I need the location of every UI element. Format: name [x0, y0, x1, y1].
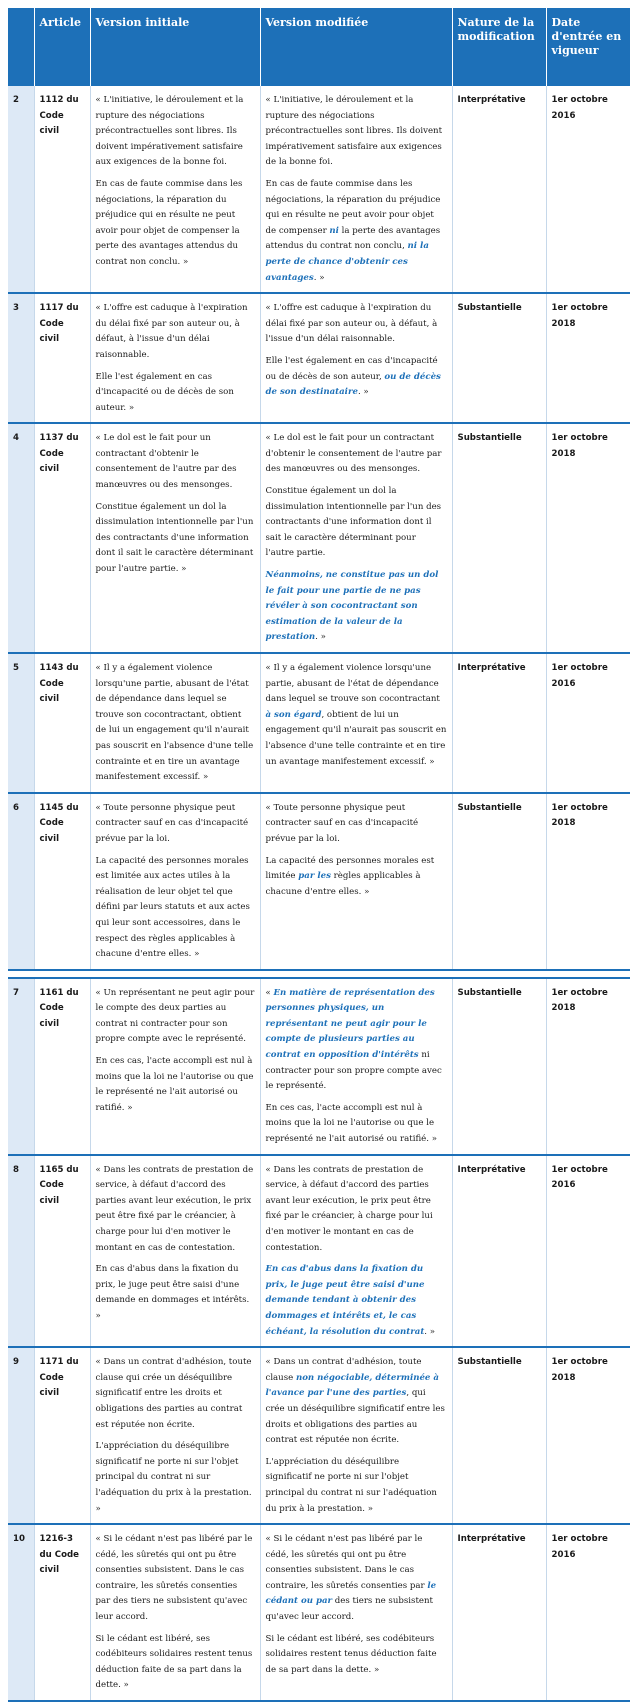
text-segment: La capacité des personnes morales est limitée aux actes utiles à la réalisation de leur objet tel que défini par leurs statuts et aux actes qui leur sont accessoires, dans le respect des règles applicables à chacune d'entre elles. »	[95, 855, 250, 960]
cell-modified-version	[260, 1347, 452, 1524]
text-segment: En cas d'abus dans la fixation du prix, le juge peut être saisi d'une demande en dommages et intérêts. »	[95, 1264, 250, 1321]
text-segment: « Le dol est le fait pour un contractant d'obtenir le consentement de l'autre par des manœuvres ou des mensonges.	[265, 433, 442, 475]
modified-text: non négociable, déterminée à l'avance par l'une des parties	[265, 1372, 439, 1399]
cell-article: 1145 du Code civil	[34, 793, 90, 970]
cell-nature: Interprétative	[452, 653, 546, 793]
cell-effective-date: 1er octobre 2018	[546, 793, 630, 970]
cell-effective-date: 1er octobre 2018	[546, 293, 630, 423]
cell-article: 1161 du Code civil	[34, 978, 90, 1155]
text-segment: La capacité des personnes morales est limitée	[265, 855, 435, 882]
text-segment: Elle l'est également en cas d'incapacité ou de décès de son auteur. »	[95, 371, 234, 413]
table-body	[8, 86, 630, 1701]
cell-initial-version	[90, 86, 260, 293]
header-article: Article	[34, 8, 90, 86]
text-segment: « L'offre est caduque à l'expiration du délai fixé par son auteur ou, à défaut, à l'issue d'un délai raisonnable.	[265, 303, 438, 345]
cell-number: 6	[8, 793, 34, 970]
text-segment: « Dans les contrats de prestation de service, à défaut d'accord des parties avant leur exécution, le prix peut être fixé par le créancier, à charge pour lui d'en motiver le montant en cas de contestation.	[265, 1164, 433, 1253]
text-segment: « Un représentant ne peut agir pour le compte des deux parties au contrat ni contracter pour son propre compte avec le représenté.	[95, 987, 255, 1045]
cell-initial-version	[90, 793, 260, 970]
modified-text: En cas d'abus dans la fixation du prix, le juge peut être saisi d'une demande tendant à obtenir des dommages et intérêts et, le cas échéant, la résolution du contrat	[265, 1264, 425, 1337]
modified-paragraph	[266, 661, 447, 770]
text-segment: . »	[315, 632, 326, 643]
text-segment: . »	[357, 387, 369, 398]
text-segment: Si le cédant est libéré, ses codébiteurs solidaires restent tenus déduction faite de sa part dans la dette. »	[265, 1633, 437, 1675]
cell-number: 5	[8, 653, 34, 793]
text-segment: En ces cas, l'acte accompli est nul à moins que la loi ne l'autorise ou que le représenté ne l'ait autorisé ou ratifié. »	[95, 1056, 254, 1113]
cell-number: 8	[8, 1155, 34, 1348]
cell-nature: Interprétative	[452, 1524, 546, 1701]
modified-paragraph	[266, 484, 447, 562]
initial-paragraph	[96, 93, 255, 171]
initial-paragraph	[96, 854, 255, 963]
cell-modified-version	[260, 978, 452, 1155]
cell-nature: Substantielle	[452, 978, 546, 1155]
cell-number: 4	[8, 423, 34, 653]
header-initial-version: Version initiale	[90, 8, 260, 86]
header-modified-version: Version modifiée	[260, 8, 452, 86]
text-segment: « Dans un contrat d'adhésion, toute clause qui crée un déséquilibre significatif entre les droits et obligations des parties au contrat est réputée non écrite.	[95, 1357, 252, 1430]
modified-paragraph	[266, 177, 447, 286]
text-segment: « Il y a également violence lorsqu'une partie, abusant de l'état de dépendance dans lequel se trouve son cocontractant, obtient de lui un engagement qu'il n'aurait pas souscrit en l'absence d'une telle contrainte et en tire un avantage manifestement excessif. »	[95, 663, 254, 783]
cell-initial-version	[90, 1524, 260, 1701]
cell-effective-date: 1er octobre 2016	[546, 653, 630, 793]
modified-text: ni la perte de chance d'obtenir ces avantages	[265, 241, 429, 283]
text-segment: Constitue également un dol la dissimulation intentionnelle par l'un des contractants d'une information dont il sait le caractère déterminant pour l'autre partie. »	[95, 501, 254, 575]
text-segment: « L'offre est caduque à l'expiration du délai fixé par son auteur ou, à défaut, à l'issue d'un délai raisonnable.	[95, 303, 248, 360]
initial-paragraph	[96, 1632, 255, 1694]
header-row	[8, 8, 630, 86]
cell-modified-version	[260, 293, 452, 423]
modified-paragraph	[266, 986, 447, 1095]
text-segment: En cas de faute commise dans les négociations, la réparation du préjudice qui en résulte ne peut avoir pour objet de compenser	[265, 178, 441, 236]
cell-article: 1143 du Code civil	[34, 653, 90, 793]
table-row	[8, 653, 630, 793]
initial-paragraph	[96, 1532, 255, 1626]
text-segment: « Toute personne physique peut contracter sauf en cas d'incapacité prévue par la loi.	[265, 802, 419, 844]
cell-initial-version	[90, 1347, 260, 1524]
table-row	[8, 293, 630, 423]
cell-modified-version	[260, 1155, 452, 1348]
initial-paragraph	[96, 801, 255, 848]
text-segment: L'appréciation du déséquilibre significatif ne porte ni sur l'objet principal du contrat ni sur l'adéquation du prix à la prestation. »	[265, 1456, 437, 1514]
modified-text: par les	[298, 871, 331, 882]
text-segment: . »	[313, 272, 325, 283]
cell-modified-version	[260, 793, 452, 970]
cell-nature: Substantielle	[452, 423, 546, 653]
text-segment: Constitue également un dol la dissimulation intentionnelle par l'un des contractants d'une information dont il sait le caractère déterminant pour l'autre partie.	[265, 486, 442, 559]
cell-article: 1171 du Code civil	[34, 1347, 90, 1524]
text-segment: L'appréciation du déséquilibre significatif ne porte ni sur l'objet principal du contrat ni sur l'adéquation du prix à la prestation. »	[95, 1441, 252, 1514]
modified-paragraph	[266, 93, 447, 171]
table-row	[8, 1155, 630, 1348]
table-row	[8, 1524, 630, 1701]
modified-paragraph	[266, 854, 447, 901]
text-segment: des tiers ne subsistent qu'avec leur accord.	[265, 1596, 433, 1623]
text-segment: la perte des avantages attendus du contrat non conclu,	[265, 225, 441, 252]
modified-paragraph	[266, 568, 447, 646]
modified-paragraph	[266, 1632, 447, 1679]
table-row	[8, 1347, 630, 1524]
initial-paragraph	[96, 986, 255, 1048]
cell-article: 1117 du Code civil	[34, 293, 90, 423]
text-segment: « L'initiative, le déroulement et la rupture des négociations précontractuelles sont libres. Ils doivent impérativement satisfaire aux exigences de la bonne foi.	[265, 95, 443, 168]
table-row	[8, 978, 630, 1155]
table-row	[8, 423, 630, 653]
cell-effective-date: 1er octobre 2018	[546, 423, 630, 653]
table-header	[8, 8, 630, 86]
modified-text: Néanmoins, ne constitue pas un dol le fait pour une partie de ne pas révéler à son cocontractant son estimation de la valeur de la prestation	[265, 570, 439, 643]
modified-paragraph	[266, 1355, 447, 1449]
cell-article: 1165 du Code civil	[34, 1155, 90, 1348]
modified-paragraph	[266, 1163, 447, 1257]
text-segment: , obtient de lui un engagement qu'il n'aurait pas souscrit en l'absence d'une telle contrainte et en tire un avantage manifestement excessif. »	[265, 709, 447, 767]
cell-modified-version	[260, 423, 452, 653]
text-segment: « Le dol est le fait pour un contractant d'obtenir le consentement de l'autre par des manœuvres ou des mensonges.	[95, 433, 237, 491]
text-segment: Elle l'est également en cas d'incapacité ou de décès de son auteur,	[265, 355, 438, 382]
text-segment: « Si le cédant n'est pas libéré par le cédé, les sûretés qui ont pu être consenties subsistent. Dans le cas contraire, les sûretés consenties par des tiers ne subsistent qu'avec leur accord.	[95, 1534, 253, 1623]
text-segment: En ces cas, l'acte accompli est nul à moins que la loi ne l'autorise ou que le représenté ne l'ait autorisé ou ratifié. »	[265, 1102, 437, 1145]
initial-paragraph	[96, 1054, 255, 1116]
comparison-table	[8, 8, 630, 1702]
text-segment: En cas de faute commise dans les négociations, la réparation du préjudice qui en résulte ne peut avoir pour objet de compenser la perte des avantages attendus du contrat non conclu. »	[95, 178, 243, 267]
modified-paragraph	[266, 354, 447, 401]
cell-effective-date: 1er octobre 2016	[546, 1155, 630, 1348]
cell-effective-date: 1er octobre 2018	[546, 1347, 630, 1524]
cell-number: 7	[8, 978, 34, 1155]
initial-paragraph	[96, 661, 255, 786]
cell-initial-version	[90, 978, 260, 1155]
cell-number: 2	[8, 86, 34, 293]
text-segment: « L'initiative, le déroulement et la rupture des négociations précontractuelles sont libres. Ils doivent impérativement satisfaire aux exigences de la bonne foi.	[95, 95, 244, 168]
cell-nature: Interprétative	[452, 86, 546, 293]
modified-paragraph	[266, 1455, 447, 1517]
initial-paragraph	[96, 370, 255, 417]
text-segment: Si le cédant est libéré, ses codébiteurs solidaires restent tenus déduction faite de sa part dans la dette. »	[95, 1633, 253, 1691]
cell-initial-version	[90, 423, 260, 653]
cell-number: 3	[8, 293, 34, 423]
initial-paragraph	[96, 1355, 255, 1433]
header-number	[8, 8, 34, 86]
modified-paragraph	[266, 1262, 447, 1340]
cell-nature: Interprétative	[452, 1155, 546, 1348]
cell-effective-date: 1er octobre 2016	[546, 86, 630, 293]
cell-nature: Substantielle	[452, 293, 546, 423]
text-segment: « Si le cédant n'est pas libéré par le cédé, les sûretés qui ont pu être consenties subsistent. Dans le cas contraire, les sûretés consenties par	[265, 1534, 428, 1591]
text-segment: . »	[424, 1326, 436, 1337]
modified-text: le cédant ou par	[265, 1580, 437, 1607]
text-segment: ni contracter pour son propre compte avec le représenté.	[265, 1050, 442, 1092]
cell-article: 1112 du Code civil	[34, 86, 90, 293]
table-row	[8, 793, 630, 970]
header-nature: Nature de la modification	[452, 8, 546, 86]
modified-text: ni	[329, 225, 339, 236]
row-spacer	[8, 970, 630, 978]
initial-paragraph	[96, 431, 255, 493]
cell-initial-version	[90, 1155, 260, 1348]
cell-nature: Substantielle	[452, 1347, 546, 1524]
initial-paragraph	[96, 177, 255, 271]
text-segment: « Il y a également violence lorsqu'une partie, abusant de l'état de dépendance dans lequel se trouve son cocontractant	[265, 663, 440, 705]
modified-paragraph	[266, 1532, 447, 1626]
modified-paragraph	[266, 431, 447, 478]
cell-effective-date: 1er octobre 2016	[546, 1524, 630, 1701]
modified-paragraph	[266, 1101, 447, 1148]
text-segment: , qui crée un déséquilibre significatif entre les droits et obligations des parties au contrat est réputée non écrite.	[265, 1388, 445, 1446]
cell-modified-version	[260, 1524, 452, 1701]
row-spacer-cell	[8, 970, 630, 978]
cell-initial-version	[90, 293, 260, 423]
modified-paragraph	[266, 801, 447, 848]
cell-initial-version	[90, 653, 260, 793]
modified-text: En matière de représentation des personnes physiques, un représentant ne peut agir pour le compte de plusieurs parties au contrat en opposition d'intérêts	[265, 987, 435, 1061]
cell-effective-date: 1er octobre 2018	[546, 978, 630, 1155]
comparison-table-wrapper	[8, 8, 630, 1702]
cell-modified-version	[260, 86, 452, 293]
initial-paragraph	[96, 1439, 255, 1517]
initial-paragraph	[96, 1262, 255, 1324]
text-segment: règles applicables à chacune d'entre elles. »	[265, 871, 421, 897]
initial-paragraph	[96, 301, 255, 363]
cell-article: 1216-3 du Code civil	[34, 1524, 90, 1701]
text-segment: «	[265, 987, 274, 998]
cell-nature: Substantielle	[452, 793, 546, 970]
modified-text: ou de décès de son destinataire	[265, 371, 441, 398]
table-row	[8, 86, 630, 293]
cell-modified-version	[260, 653, 452, 793]
cell-number: 9	[8, 1347, 34, 1524]
text-segment: « Dans un contrat d'adhésion, toute clause	[265, 1357, 422, 1383]
text-segment: « Dans les contrats de prestation de service, à défaut d'accord des parties avant leur exécution, le prix peut être fixé par le créancier, à charge pour lui d'en motiver le montant en cas de contestation.	[95, 1164, 254, 1253]
initial-paragraph	[96, 500, 255, 578]
modified-text: à son égard	[265, 709, 322, 720]
initial-paragraph	[96, 1163, 255, 1257]
cell-article: 1137 du Code civil	[34, 423, 90, 653]
text-segment: « Toute personne physique peut contracter sauf en cas d'incapacité prévue par la loi.	[95, 802, 249, 844]
header-effective-date: Date d'entrée en vigueur	[546, 8, 630, 86]
cell-number: 10	[8, 1524, 34, 1701]
modified-paragraph	[266, 301, 447, 348]
